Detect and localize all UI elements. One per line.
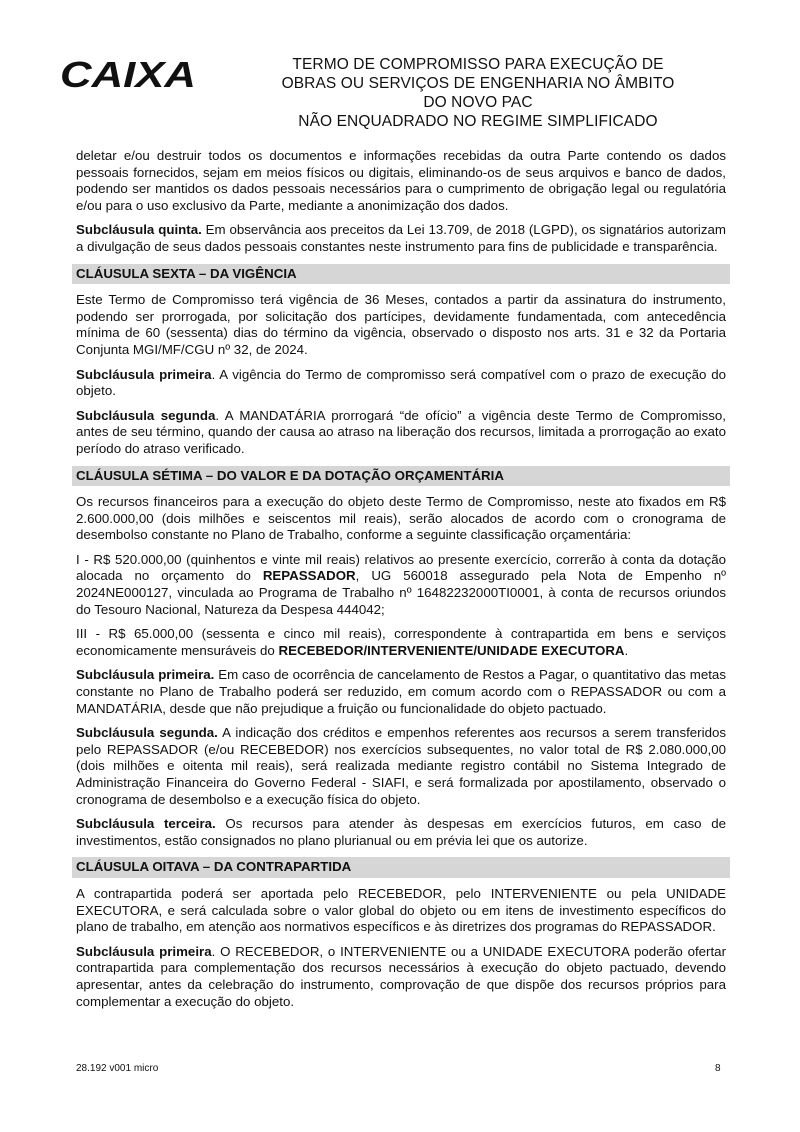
- paragraph: [76, 667, 726, 717]
- bold-term: RECEBEDOR/INTERVENIENTE/UNIDADE EXECUTORA: [278, 642, 625, 658]
- title-line-3: DO NOVO PAC: [423, 94, 533, 111]
- paragraph: [76, 944, 726, 1010]
- paragraph: [76, 222, 726, 255]
- paragraph: A contrapartida poderá ser aportada pelo RECEBEDOR, pelo INTERVENIENTE ou pela UNIDADE EXECUTORA, e será calculada sobre o valor global do objeto ou em itens de investimento específicos do plano de trabalho, em atenção aos normativos específicos e às diretrizes dos programas do REPASSADOR.: [76, 885, 726, 935]
- subclause-label: Subcláusula primeira: [76, 943, 212, 959]
- subclause-label: Subcláusula segunda: [76, 407, 216, 423]
- paragraph: [76, 552, 726, 618]
- section-heading-vigencia: CLÁUSULA SEXTA – DA VIGÊNCIA: [72, 264, 730, 285]
- paragraph-text: I - R$ 520.000,00 (quinhentos e vinte mil reais) relativos ao presente exercício, correrão à conta da dotação alocada no orçamento do: [76, 551, 726, 584]
- caixa-logo: [60, 56, 198, 92]
- paragraph: deletar e/ou destruir todos os documentos e informações recebidas da outra Parte contendo os dados pessoais fornecidos, sejam em meios físicos ou digitais, eliminando-os de seus arquivos e banco de dados, podendo ser mantidos os dados pessoais necessários para o cumprimento de obrigação legal ou regulatória e/ou para o uso exclusivo da Parte, mediante a anonimização dos dados.: [76, 148, 726, 213]
- subclause-label: Subcláusula segunda.: [76, 725, 218, 741]
- title-line-2: OBRAS OU SERVIÇOS DE ENGENHARIA NO ÂMBITO: [281, 75, 675, 92]
- section-heading-valor: CLÁUSULA SÉTIMA – DO VALOR E DA DOTAÇÃO ORÇAMENTÁRIA: [72, 466, 730, 487]
- footer-doc-code: 28.192 v001 micro: [76, 1063, 159, 1074]
- paragraph: [76, 367, 726, 400]
- paragraph-text: .: [624, 642, 629, 658]
- paragraph: [76, 626, 726, 659]
- subclause-label: Subcláusula quinta.: [76, 222, 202, 238]
- subclause-label: Subcláusula primeira.: [76, 667, 215, 683]
- paragraph-text: . A vigência do Termo de compromisso será compatível com o prazo de execução do objeto.: [76, 366, 726, 399]
- paragraph-text: Os recursos para atender às despesas em exercícios futuros, em caso de investimentos, estão consignados no plano plurianual ou em prévia lei que os autorize.: [76, 816, 726, 848]
- footer-page-number: 8: [715, 1063, 721, 1074]
- paragraph-text: . O RECEBEDOR, o INTERVENIENTE ou a UNIDADE EXECUTORA poderão ofertar contrapartida para complementação dos recursos necessários à execução do objeto pactuado, devendo apresentar, antes da celebração do instrumento, comprovação de que dispõe dos recursos próprios para complementar a execução do objeto.: [76, 943, 726, 1009]
- paragraph-text: III - R$ 65.000,00 (sessenta e cinco mil reais), correspondente à contrapartida em bens e serviços economicamente mensuráveis do: [76, 626, 726, 658]
- paragraph-text: . A MANDATÁRIA prorrogará “de ofício” a vigência deste Termo de Compromisso, antes de seu término, quando der causa ao atraso na liberação dos recursos, limitada a prorrogação ao exato período do atraso verificado.: [76, 407, 726, 456]
- subclause-label: Subcláusula primeira: [76, 366, 212, 382]
- paragraph: Este Termo de Compromisso terá vigência de 36 Meses, contados a partir da assinatura do instrumento, podendo ser prorrogada, por solicitação dos partícipes, devidamente fundamentada, com antecedência mínima de 60 (sessenta) dias do término da vigência, observado o disposto nos arts. 31 e 32 da Portaria Conjunta MGI/MF/CGU nº 32, de 2024.: [76, 292, 726, 357]
- subclause-label: Subcláusula terceira.: [76, 816, 216, 832]
- caixa-logo-text: CAIXA: [60, 56, 196, 92]
- section-heading-contrapartida: CLÁUSULA OITAVA – DA CONTRAPARTIDA: [72, 857, 730, 878]
- paragraph: [76, 725, 726, 808]
- title-line-4: NÃO ENQUADRADO NO REGIME SIMPLIFICADO: [298, 113, 658, 130]
- paragraph: [76, 408, 726, 458]
- title-line-1: TERMO DE COMPROMISSO PARA EXECUÇÃO DE: [292, 56, 664, 73]
- paragraph-text: Em observância aos preceitos da Lei 13.709, de 2018 (LGPD), os signatários autorizam a divulgação de seus dados pessoais constantes neste instrumento para fins de publicidade e transparência.: [76, 222, 726, 254]
- document-title: [228, 55, 728, 131]
- paragraph-text: A indicação dos créditos e empenhos referentes aos recursos a serem transferidos pelo REPASSADOR (e/ou RECEBEDOR) nos exercícios subsequentes, no valor total de R$ 2.080.000,00 (dois milhões e oitenta mil reais), será realizada mediante registro contábil no Sistema Integrado de Administração Financeira do Governo Federal - SIAFI, e será formalizada por apostilamento, observado o cronograma de desembolso e a execução física do objeto.: [76, 725, 727, 807]
- paragraph: [76, 816, 726, 849]
- paragraph: Os recursos financeiros para a execução do objeto deste Termo de Compromisso, neste ato fixados em R$ 2.600.000,00 (dois milhões e seiscentos mil reais), serão alocados de acordo com o cronograma de desembolso constante no Plano de Trabalho, conforme a seguinte classificação orçamentária:: [76, 494, 726, 543]
- bold-term: REPASSADOR: [262, 568, 356, 584]
- paragraph-text: , UG 560018 assegurado pela Nota de Empenho nº 2024NE000127, vinculada ao Programa de Trabalho nº 16482232000TI0001, à conta de recursos oriundos do Tesouro Nacional, Natureza da Despesa 444042;: [76, 568, 726, 617]
- document-body: [76, 148, 726, 1018]
- paragraph-text: Em caso de ocorrência de cancelamento de Restos a Pagar, o quantitativo das metas constante no Plano de Trabalho poderá ser reduzido, em comum acordo com o REPASSADOR ou com a MANDATÁRIA, desde que não prejudique a fruição ou funcionalidade do objeto pactuado.: [76, 667, 726, 716]
